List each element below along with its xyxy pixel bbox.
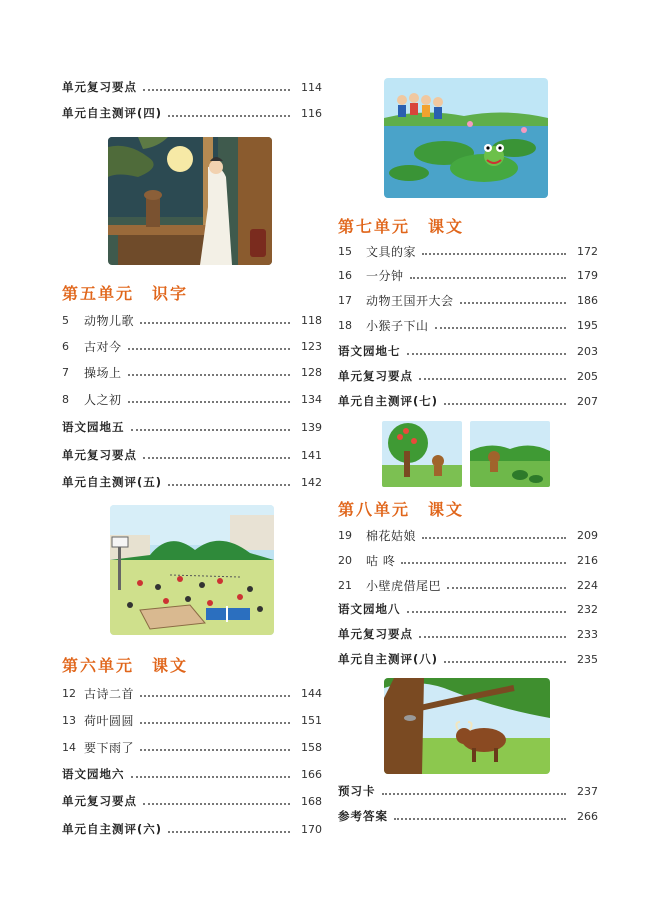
toc-entry[interactable] — [338, 525, 598, 545]
toc-entry[interactable] — [62, 710, 322, 730]
unit-heading-type: 课文 — [152, 656, 189, 675]
unit-heading-label: 第六单元 — [62, 656, 135, 675]
monkey-peach-illustration — [382, 421, 462, 487]
toc-entry[interactable] — [62, 103, 322, 123]
entry-title: 单元复习要点 — [62, 80, 137, 94]
entry-number: 17 — [338, 293, 352, 307]
entry-page: 170 — [301, 822, 322, 836]
leader-dots — [422, 252, 566, 255]
leader-dots — [128, 347, 290, 350]
toc-entry[interactable] — [62, 389, 322, 409]
entry-title: 动物儿歌 — [84, 313, 135, 328]
leader-dots — [407, 352, 567, 355]
entry-page: 134 — [301, 392, 322, 406]
entry-page: 224 — [577, 578, 598, 592]
leader-dots — [382, 792, 567, 795]
leader-dots — [128, 400, 290, 403]
entry-title: 单元复习要点 — [62, 448, 137, 462]
entry-page: 141 — [301, 448, 322, 462]
entry-page: 166 — [301, 767, 322, 781]
entry-page: 205 — [577, 369, 598, 383]
entry-number: 7 — [62, 365, 69, 379]
entry-page: 233 — [577, 627, 598, 641]
unit-heading-type: 课文 — [428, 500, 465, 519]
entry-title: 小猴子下山 — [366, 318, 429, 333]
entry-title: 单元自主测评(四) — [62, 106, 163, 120]
toc-entry[interactable] — [62, 472, 322, 492]
entry-title: 单元复习要点 — [338, 369, 413, 383]
toc-entry[interactable] — [338, 781, 598, 801]
entry-title: 单元自主测评(八) — [338, 652, 439, 666]
entry-page: 179 — [577, 268, 598, 282]
entry-number: 8 — [62, 392, 69, 406]
leader-dots — [401, 561, 566, 564]
entry-page: 172 — [577, 244, 598, 258]
entry-page: 209 — [577, 528, 598, 542]
leader-dots — [128, 373, 290, 376]
leader-dots — [394, 817, 566, 820]
entry-title: 语文园地七 — [338, 344, 401, 358]
entry-page: 139 — [301, 420, 322, 434]
entry-title: 单元复习要点 — [338, 627, 413, 641]
toc-entry[interactable] — [62, 310, 322, 330]
toc-entry[interactable] — [338, 599, 598, 619]
entry-page: 168 — [301, 794, 322, 808]
entry-title: 单元自主测评(五) — [62, 475, 163, 489]
unit-heading — [62, 281, 188, 305]
toc-entry[interactable] — [338, 624, 598, 644]
playground-illustration — [110, 505, 274, 635]
toc-entry[interactable] — [338, 265, 598, 285]
leader-dots — [447, 586, 566, 589]
toc-entry[interactable] — [62, 737, 322, 757]
leader-dots — [140, 321, 290, 324]
entry-page: 216 — [577, 553, 598, 567]
entry-title: 文具的家 — [366, 244, 417, 259]
leader-dots — [143, 456, 290, 459]
entry-number: 13 — [62, 713, 76, 727]
leader-dots — [407, 610, 567, 613]
entry-page: 128 — [301, 365, 322, 379]
unit-heading-label: 第五单元 — [62, 284, 135, 303]
toc-entry[interactable] — [338, 806, 598, 826]
entry-title: 单元自主测评(六) — [62, 822, 163, 836]
leader-dots — [168, 830, 290, 833]
unit-heading-type: 课文 — [428, 217, 465, 236]
entry-number: 14 — [62, 740, 76, 754]
monkey-watermelon-illustration — [470, 421, 550, 487]
toc-entry[interactable] — [62, 445, 322, 465]
unit-heading — [338, 497, 464, 521]
entry-title: 语文园地五 — [62, 420, 125, 434]
entry-number: 15 — [338, 244, 352, 258]
toc-entry[interactable] — [338, 550, 598, 570]
poet-moon-illustration — [108, 137, 272, 265]
entry-number: 21 — [338, 578, 352, 592]
entry-title: 单元复习要点 — [62, 794, 137, 808]
unit-heading-type: 识字 — [152, 284, 189, 303]
entry-number: 12 — [62, 686, 76, 700]
entry-title: 咕 咚 — [366, 553, 396, 568]
toc-entry[interactable] — [62, 336, 322, 356]
entry-page: 232 — [577, 602, 598, 616]
toc-entry[interactable] — [62, 362, 322, 382]
entry-page: 186 — [577, 293, 598, 307]
entry-page: 158 — [301, 740, 322, 754]
entry-page: 266 — [577, 809, 598, 823]
entry-title: 动物王国开大会 — [366, 293, 454, 308]
entry-title: 小壁虎借尾巴 — [366, 578, 442, 593]
toc-entry[interactable] — [338, 315, 598, 335]
entry-page: 116 — [301, 106, 322, 120]
entry-title: 荷叶圆圆 — [84, 713, 135, 728]
entry-page: 151 — [301, 713, 322, 727]
entry-page: 207 — [577, 394, 598, 408]
leader-dots — [140, 694, 290, 697]
entry-number: 16 — [338, 268, 352, 282]
entry-number: 5 — [62, 313, 69, 327]
entry-title: 预习卡 — [338, 784, 376, 798]
frog-pond-illustration — [384, 78, 548, 198]
toc-entry[interactable] — [338, 366, 598, 386]
leader-dots — [435, 326, 566, 329]
entry-title: 单元自主测评(七) — [338, 394, 439, 408]
entry-title: 古对今 — [84, 339, 122, 354]
leader-dots — [168, 483, 290, 486]
entry-title: 操场上 — [84, 365, 122, 380]
leader-dots — [410, 276, 566, 279]
toc-entry[interactable] — [338, 575, 598, 595]
entry-number: 19 — [338, 528, 352, 542]
entry-page: 123 — [301, 339, 322, 353]
gecko-ox-illustration — [384, 678, 550, 774]
unit-heading — [62, 653, 188, 677]
entry-number: 18 — [338, 318, 352, 332]
entry-page: 118 — [301, 313, 322, 327]
leader-dots — [422, 536, 566, 539]
entry-number: 20 — [338, 553, 352, 567]
entry-title: 参考答案 — [338, 809, 388, 823]
toc-entry[interactable] — [338, 290, 598, 310]
leader-dots — [140, 748, 290, 751]
entry-page: 235 — [577, 652, 598, 666]
entry-title: 语文园地六 — [62, 767, 125, 781]
toc-entry[interactable] — [62, 77, 322, 97]
leader-dots — [131, 775, 291, 778]
toc-entry[interactable] — [62, 764, 322, 784]
leader-dots — [168, 114, 290, 117]
entry-title: 古诗二首 — [84, 686, 135, 701]
leader-dots — [460, 301, 566, 304]
toc-entry[interactable] — [62, 683, 322, 703]
entry-page: 142 — [301, 475, 322, 489]
toc-entry[interactable] — [338, 341, 598, 361]
entry-title: 棉花姑娘 — [366, 528, 417, 543]
toc-entry[interactable] — [62, 417, 322, 437]
entry-title: 语文园地八 — [338, 602, 401, 616]
leader-dots — [140, 721, 290, 724]
leader-dots — [143, 802, 290, 805]
leader-dots — [444, 660, 566, 663]
entry-page: 237 — [577, 784, 598, 798]
entry-number: 6 — [62, 339, 69, 353]
entry-page: 144 — [301, 686, 322, 700]
entry-title: 要下雨了 — [84, 740, 135, 755]
unit-heading — [338, 214, 464, 238]
toc-entry[interactable] — [62, 791, 322, 811]
leader-dots — [419, 377, 566, 380]
unit-heading-label: 第八单元 — [338, 500, 411, 519]
entry-page: 203 — [577, 344, 598, 358]
entry-title: 一分钟 — [366, 268, 404, 283]
entry-title: 人之初 — [84, 392, 122, 407]
toc-entry[interactable] — [62, 819, 322, 839]
leader-dots — [143, 88, 290, 91]
leader-dots — [131, 428, 291, 431]
entry-page: 195 — [577, 318, 598, 332]
toc-entry[interactable] — [338, 391, 598, 411]
entry-page: 114 — [301, 80, 322, 94]
leader-dots — [444, 402, 566, 405]
unit-heading-label: 第七单元 — [338, 217, 411, 236]
toc-entry[interactable] — [338, 649, 598, 669]
toc-entry[interactable] — [338, 241, 598, 261]
leader-dots — [419, 635, 566, 638]
